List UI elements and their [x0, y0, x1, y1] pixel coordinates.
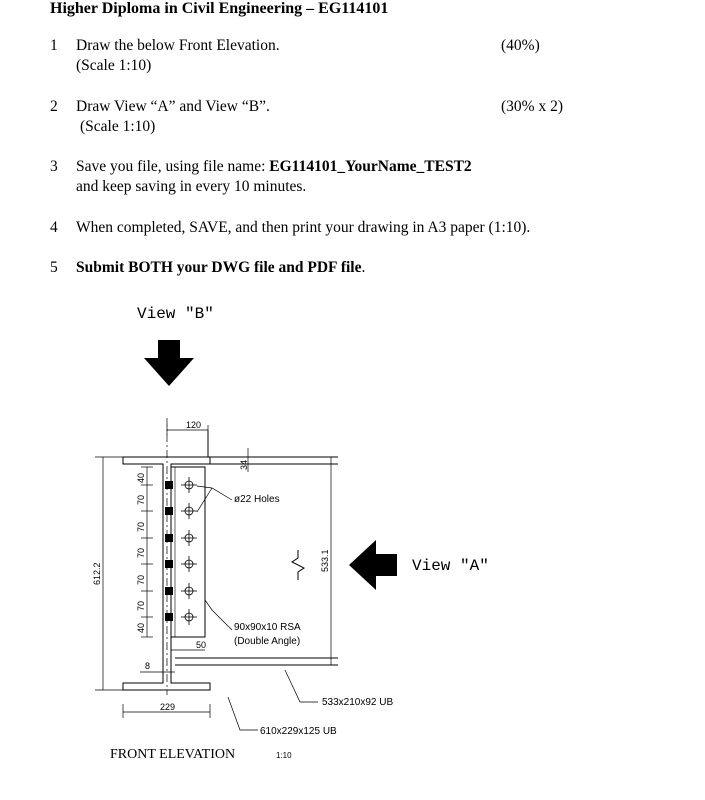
front-elevation-drawing — [0, 300, 705, 800]
dim-pitch: 70 — [136, 574, 146, 585]
column-outline — [123, 457, 210, 690]
task-number: 3 — [50, 158, 58, 175]
task-text-bold: Submit BOTH your DWG file and PDF file — [76, 259, 362, 276]
task-number: 4 — [50, 219, 58, 236]
dim-edge-top: 40 — [136, 472, 146, 483]
task-text-prefix: Save you file, using file name: — [76, 158, 270, 175]
drawing-scale: 1:10 — [276, 751, 292, 760]
document-title: Higher Diploma in Civil Engineering – EG114101 — [50, 0, 389, 17]
label-angle-note: (Double Angle) — [234, 636, 301, 647]
beam-outline — [175, 457, 338, 665]
label-angle: 90x90x10 RSA — [234, 622, 301, 633]
label-holes: ø22 Holes — [234, 494, 280, 505]
label-column: 610x229x125 UB — [260, 726, 337, 737]
dim-beam-depth: 533.1 — [320, 549, 330, 572]
task-subtext: (Scale 1:10) — [80, 118, 156, 135]
dim-pitch: 70 — [136, 494, 146, 505]
task-subtext: and keep saving in every 10 minutes. — [76, 178, 307, 195]
dim-web: 8 — [145, 661, 151, 671]
dim-edge-bottom: 40 — [136, 622, 146, 633]
task-text — [76, 157, 666, 177]
task-number: 2 — [50, 98, 58, 115]
dim-total-height: 612.2 — [92, 562, 102, 585]
dim-top-width: 120 — [186, 420, 202, 430]
dim-pitch: 70 — [136, 547, 146, 558]
task-text — [76, 258, 666, 278]
view-b-label: View "B" — [137, 305, 214, 323]
view-a-arrow-icon — [349, 540, 397, 590]
dim-pitch: 70 — [136, 600, 146, 611]
task-weight: (40%) — [501, 37, 540, 54]
task-number: 5 — [50, 259, 58, 276]
task-weight: (30% x 2) — [501, 98, 563, 115]
view-b-arrow-icon — [144, 340, 194, 386]
hole-markers — [181, 477, 197, 625]
task-subtext: (Scale 1:10) — [76, 57, 152, 74]
task-text: When completed, SAVE, and then print your drawing in A3 paper (1:10). — [76, 219, 531, 236]
file-name: EG114101_YourName_TEST2 — [269, 158, 472, 175]
task-number: 1 — [50, 37, 58, 54]
view-a-label: View "A" — [412, 557, 489, 575]
task-text-suffix: . — [361, 259, 366, 276]
dim-pitch: 70 — [136, 521, 146, 532]
drawing-caption: FRONT ELEVATION — [110, 747, 236, 762]
angle-cleat — [171, 467, 205, 637]
dim-gap: 34 — [239, 459, 249, 470]
task-text: Draw View “A” and View “B”. — [76, 98, 270, 115]
label-beam: 533x210x92 UB — [322, 697, 394, 708]
task-text: Draw the below Front Elevation. — [76, 37, 280, 54]
bolt-heads — [165, 481, 173, 621]
dim-flange-width: 229 — [160, 702, 176, 712]
dim-edge-50: 50 — [196, 640, 207, 650]
beam-break-line — [292, 550, 304, 580]
